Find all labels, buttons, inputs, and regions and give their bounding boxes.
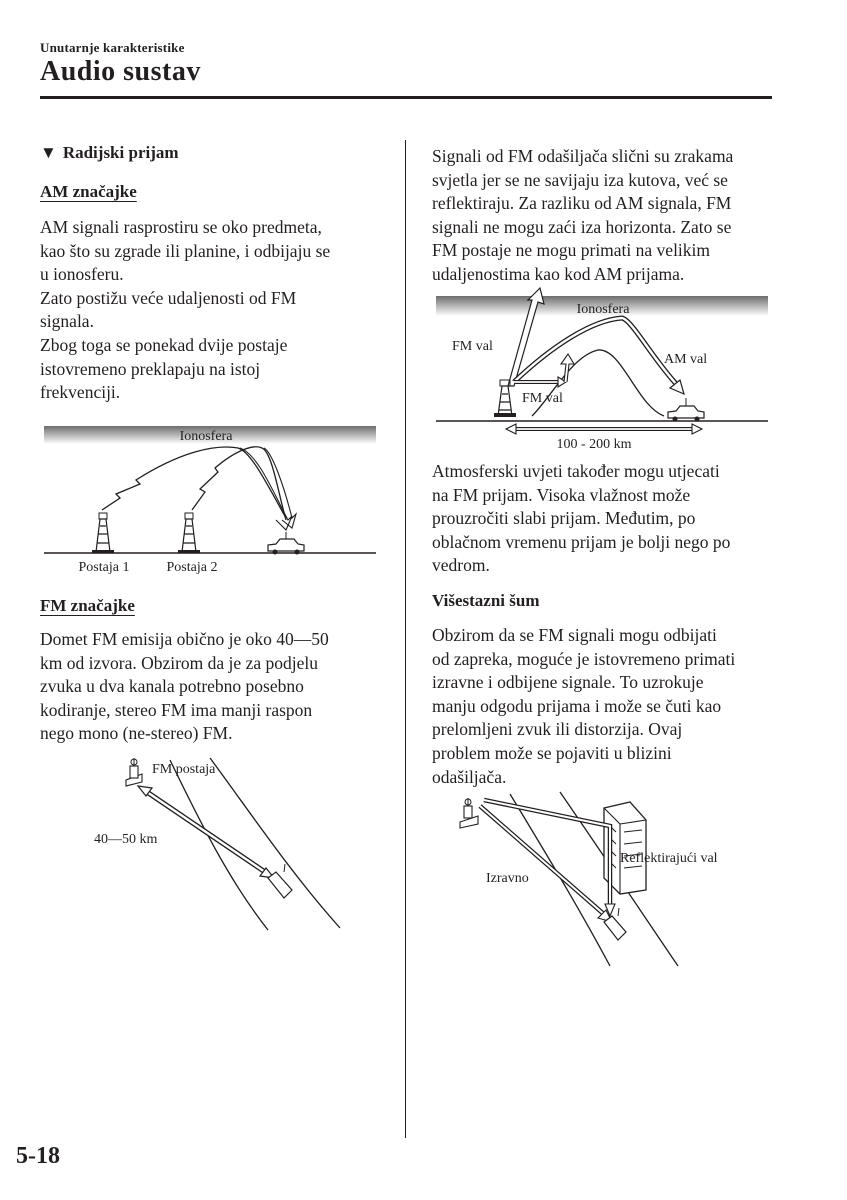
- atmospheric-paragraph: [432, 460, 730, 578]
- fm-station-label: FM postaja: [152, 762, 216, 777]
- text-line: AM signali rasprostiru se oko predmeta,: [40, 217, 322, 237]
- ionosphere-label: Ionosfera: [179, 429, 233, 444]
- text-line: km od izvora. Obzirom da je za podjelu: [40, 652, 318, 673]
- text-line: kodiranje, stereo FM ima manji raspon: [40, 699, 313, 720]
- multipath-figure: [450, 790, 770, 970]
- text-line: prouzročiti slabi prijam. Međutim, po: [432, 508, 696, 529]
- range-label: 100 - 200 km: [556, 437, 632, 452]
- text-line: izravne i odbijene signale. To uzrokuje: [432, 672, 704, 693]
- section-heading: [40, 143, 179, 163]
- text-line: prelomljeni zvuk ili distorzija. Ovaj: [432, 719, 683, 740]
- fm-heading: FM značajke: [40, 596, 135, 615]
- multipath-paragraph: [432, 624, 735, 789]
- am-propagation-figure: [40, 422, 380, 580]
- station-icon: [126, 758, 142, 786]
- text-line: udaljenostima kao kod AM prijama.: [432, 263, 685, 284]
- ionosphere-label: Ionosfera: [576, 302, 630, 317]
- text-line: od zapreka, moguće je istovremeno primati: [432, 648, 736, 669]
- text-line: na FM prijam. Visoka vlažnost može: [432, 484, 691, 505]
- text-line: Domet FM emisija obično je oko 40―50: [40, 629, 329, 649]
- text-line: problem može se pojaviti u blizini: [432, 742, 672, 763]
- reflected-wave-arrow: [484, 800, 615, 916]
- page-title: Audio sustav: [40, 56, 201, 87]
- text-line: istovremeno preklapaju na istoj: [40, 358, 261, 379]
- road-edge: [170, 760, 268, 930]
- text-line: u ionosferu.: [40, 264, 124, 285]
- multipath-heading: Višestazni šum: [432, 591, 540, 610]
- fm-paragraph: [40, 628, 329, 746]
- text-line: signala.: [40, 311, 94, 332]
- tower-icon: [178, 513, 200, 553]
- fm-intro-paragraph: [432, 145, 733, 287]
- car-icon: [668, 398, 704, 422]
- text-line: zvuka u dva kanala potrebno posebno: [40, 676, 304, 697]
- fm-wave-label: FM val: [452, 339, 493, 354]
- text-line: vedrom.: [432, 555, 490, 576]
- car-icon: [268, 532, 304, 555]
- text-line: odašiljača.: [432, 766, 507, 787]
- fm-range-figure: [90, 752, 350, 932]
- road-edge: [210, 758, 340, 928]
- text-line: kao što su zgrade ili planine, i odbijaju se: [40, 240, 331, 261]
- text-line: Zbog toga se ponekad dvije postaje: [40, 334, 288, 355]
- distance-arrow: [138, 786, 274, 878]
- title-rule: [40, 96, 772, 99]
- fm-wave-label-mid: FM val: [522, 391, 563, 406]
- text-line: nego mono (ne-stereo) FM.: [40, 723, 233, 744]
- text-line: manju odgodu prijama i može se čuti kao: [432, 695, 722, 716]
- breadcrumb: Unutarnje karakteristike: [40, 40, 185, 55]
- text-line: Atmosferski uvjeti također mogu utjecati: [432, 461, 720, 481]
- text-line: Signali od FM odašiljača slični su zrakama: [432, 146, 734, 166]
- text-line: oblačnom vremenu prijam je bolji nego po: [432, 531, 731, 552]
- text-line: Zato postižu veće udaljenosti od FM: [40, 287, 297, 308]
- column-divider: [405, 140, 406, 1138]
- tower-icon: [92, 513, 114, 553]
- text-line: frekvenciji.: [40, 382, 121, 403]
- text-line: reflektiraju. Za razliku od AM signala, FM: [432, 193, 732, 214]
- section-heading-label: Radijski prijam: [62, 143, 179, 162]
- text-line: FM postaje ne mogu primati na velikim: [432, 240, 711, 261]
- page-number: 5-18: [16, 1143, 60, 1169]
- reflected-wave-label: Reflektirajući val: [620, 851, 718, 866]
- triangle-marker-icon: ▼: [40, 143, 57, 162]
- station-icon: [460, 798, 478, 828]
- text-line: signali ne mogu zaći iza horizonta. Zato se: [432, 216, 732, 237]
- range-arrow: [506, 424, 702, 434]
- am-paragraph: [40, 216, 330, 405]
- car-icon: [268, 864, 292, 898]
- am-wave-label: AM val: [664, 352, 708, 367]
- text-line: Obzirom da se FM signali mogu odbijati: [432, 625, 717, 645]
- distance-label: 40―50 km: [94, 832, 158, 847]
- fm-am-propagation-figure: [432, 286, 772, 454]
- station-1-label: Postaja 1: [78, 560, 130, 575]
- text-line: svjetla jer se ne savijaju iza kutova, već se: [432, 169, 728, 190]
- direct-wave-label: Izravno: [486, 871, 529, 886]
- am-heading: AM značajke: [40, 182, 137, 201]
- station-2-label: Postaja 2: [166, 560, 218, 575]
